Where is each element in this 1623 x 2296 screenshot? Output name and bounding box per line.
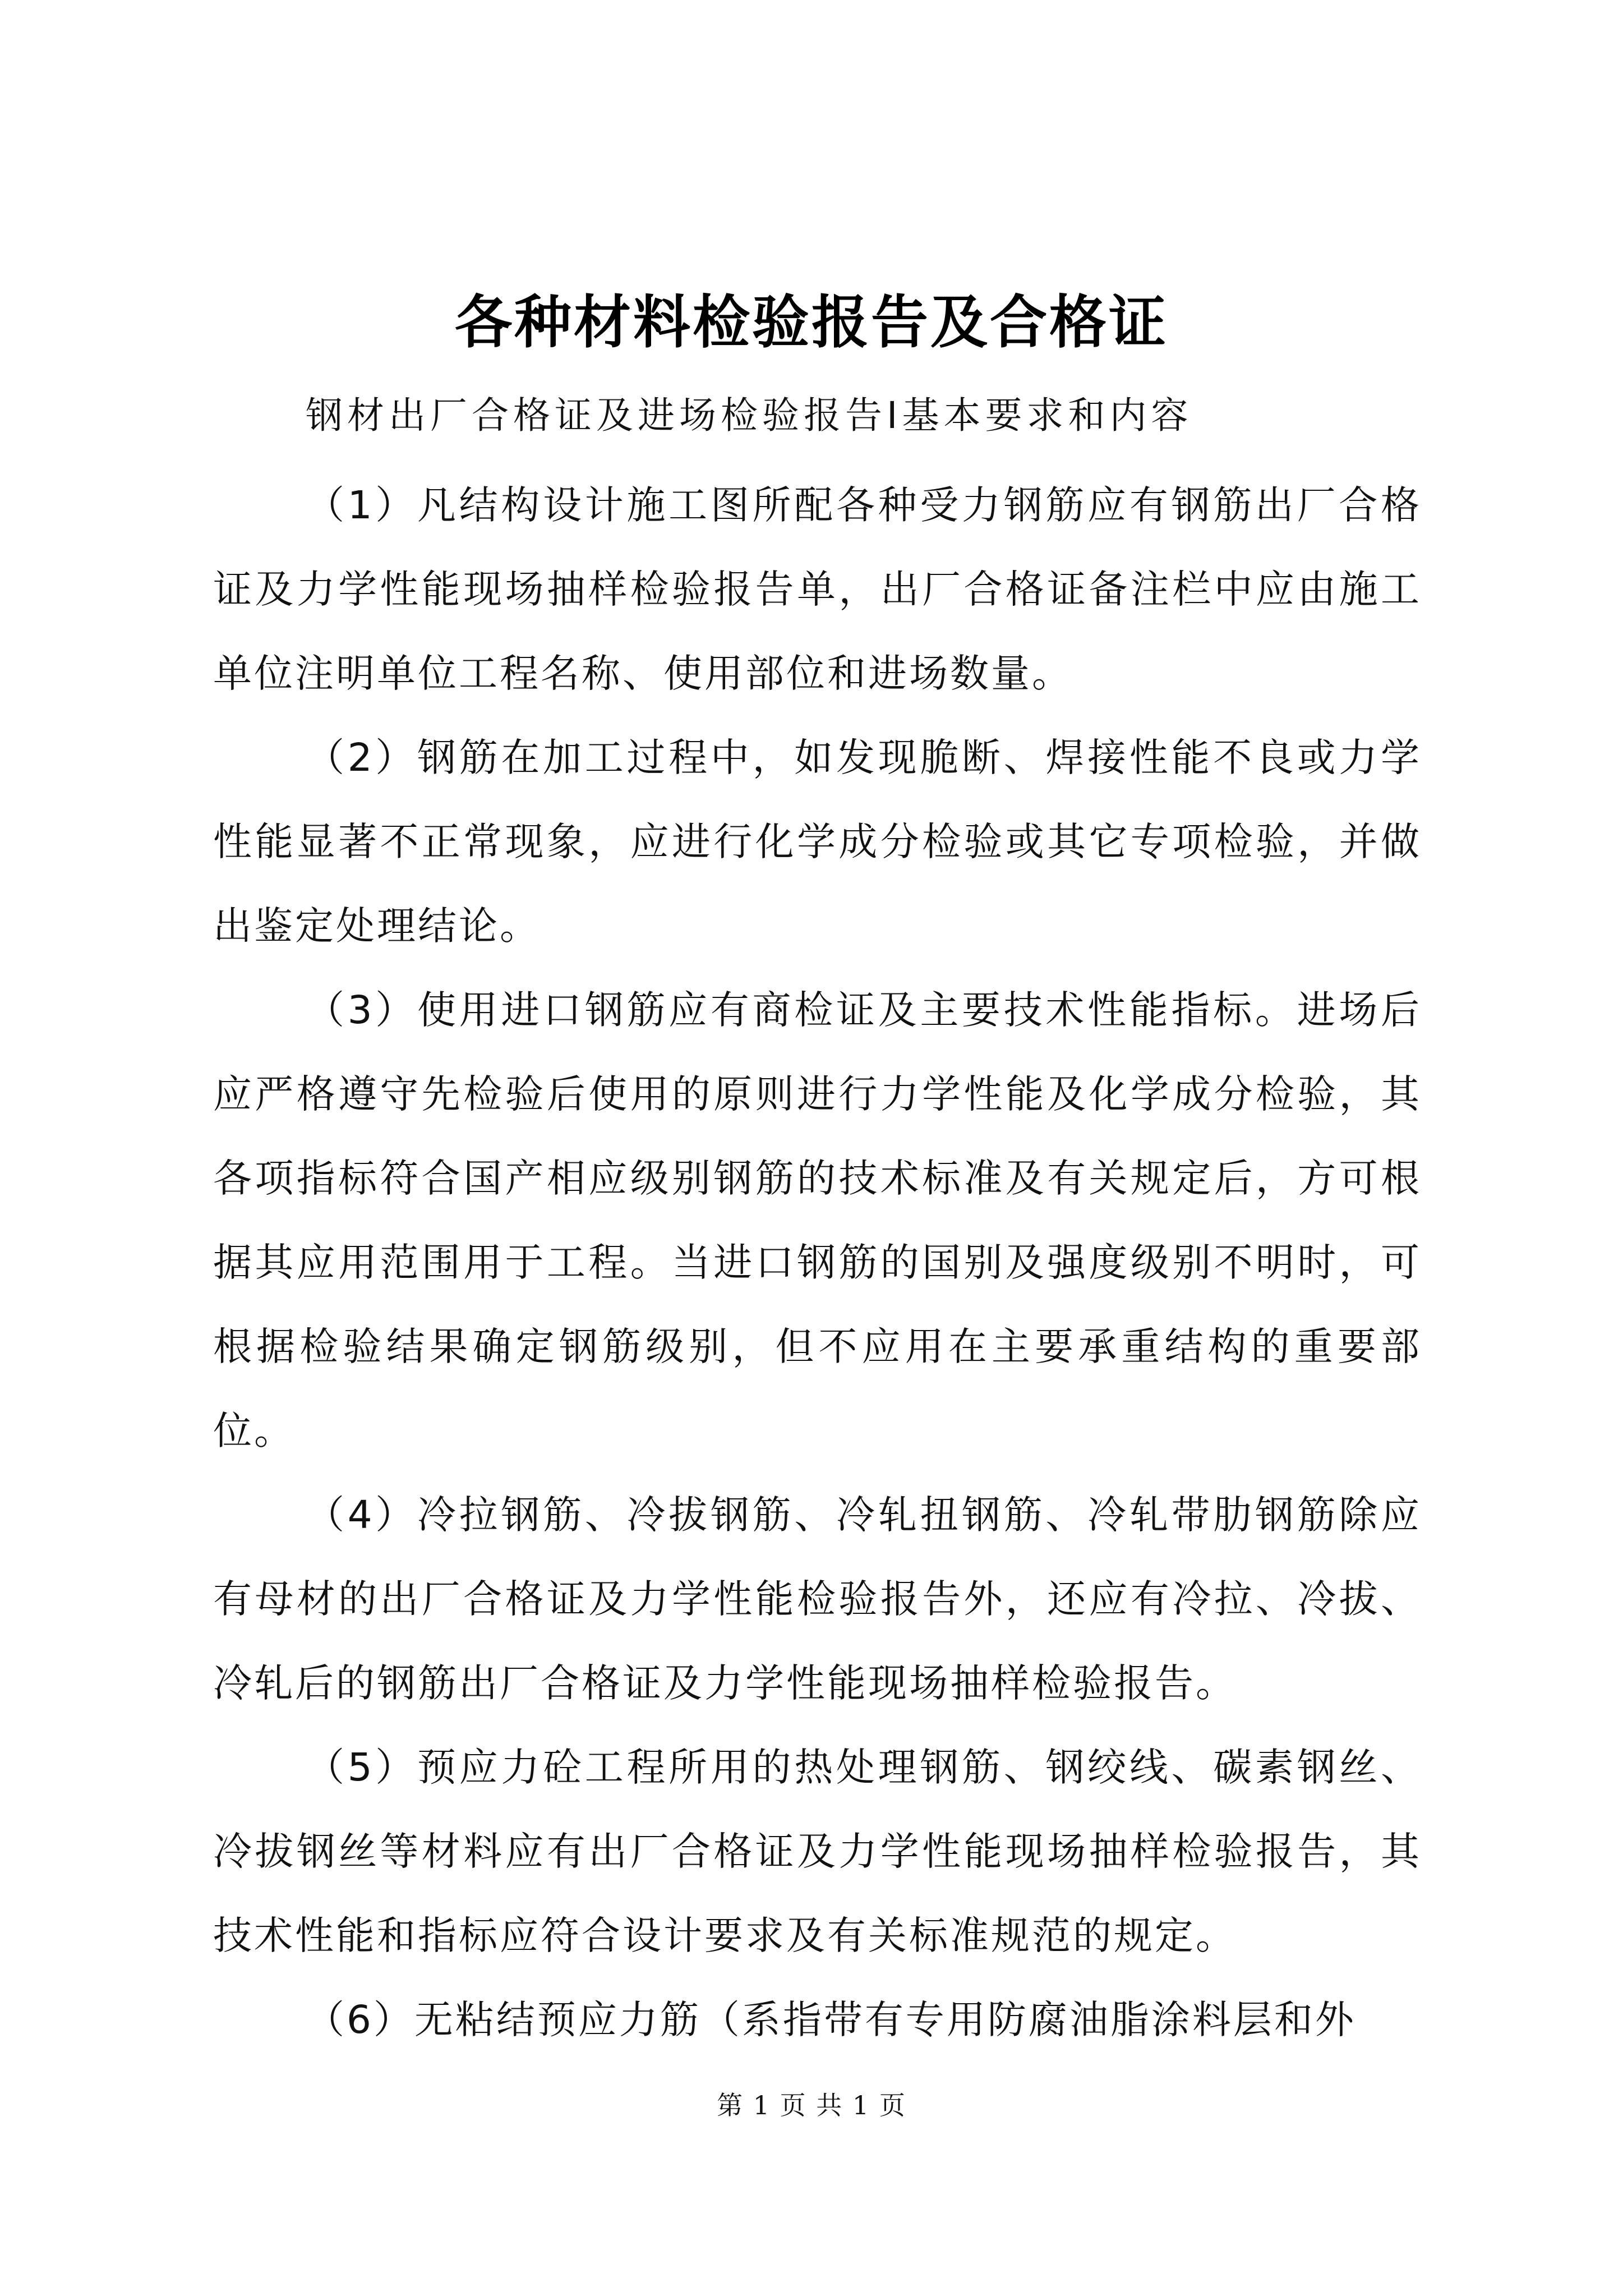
document-title: 各种材料检验报告及合格证 (455, 289, 1168, 356)
page-number-footer: 第 1 页 共 1 页 (717, 2090, 906, 2120)
paragraph-2: （2）钢筋在加工过程中，如发现脆断、焊接性能不良或力学性能显著不正常现象，应进行化学成分检验或其它专项检验，并做出鉴定处理结论。 (213, 735, 1422, 949)
paragraph-5: （5）预应力砼工程所用的热处理钢筋、钢绞线、碳素钢丝、冷拔钢丝等材料应有出厂合格证及力学性能现场抽样检验报告，其技术性能和指标应符合设计要求及有关标准规范的规定。 (213, 1745, 1422, 1958)
document-body (213, 463, 1422, 2062)
document-subtitle: 钢材出厂合格证及进场检验报告Ⅰ基本要求和内容 (306, 394, 1193, 437)
paragraph-6: （6）无粘结预应力筋（系指带有专用防腐油脂涂料层和外 (306, 1998, 1356, 2042)
paragraph-1: （1）凡结构设计施工图所配各种受力钢筋应有钢筋出厂合格证及力学性能现场抽样检验报告单，出厂合格证备注栏中应由施工单位注明单位工程名称、使用部位和进场数量。 (213, 483, 1422, 696)
paragraph-4: （4）冷拉钢筋、冷拔钢筋、冷轧扭钢筋、冷轧带肋钢筋除应有母材的出厂合格证及力学性能检验报告外，还应有冷拉、冷拔、冷轧后的钢筋出厂合格证及力学性能现场抽样检验报告。 (213, 1493, 1422, 1706)
paragraph-3: （3）使用进口钢筋应有商检证及主要技术性能指标。进场后应严格遵守先检验后使用的原则进行力学性能及化学成分检验，其各项指标符合国产相应级别钢筋的技术标准及有关规定后，方可根据其应用范围用于工程。当进口钢筋的国别及强度级别不明时，可根据检验结果确定钢筋级别，但不应用在主要承重结构的重要部位。 (213, 988, 1422, 1453)
